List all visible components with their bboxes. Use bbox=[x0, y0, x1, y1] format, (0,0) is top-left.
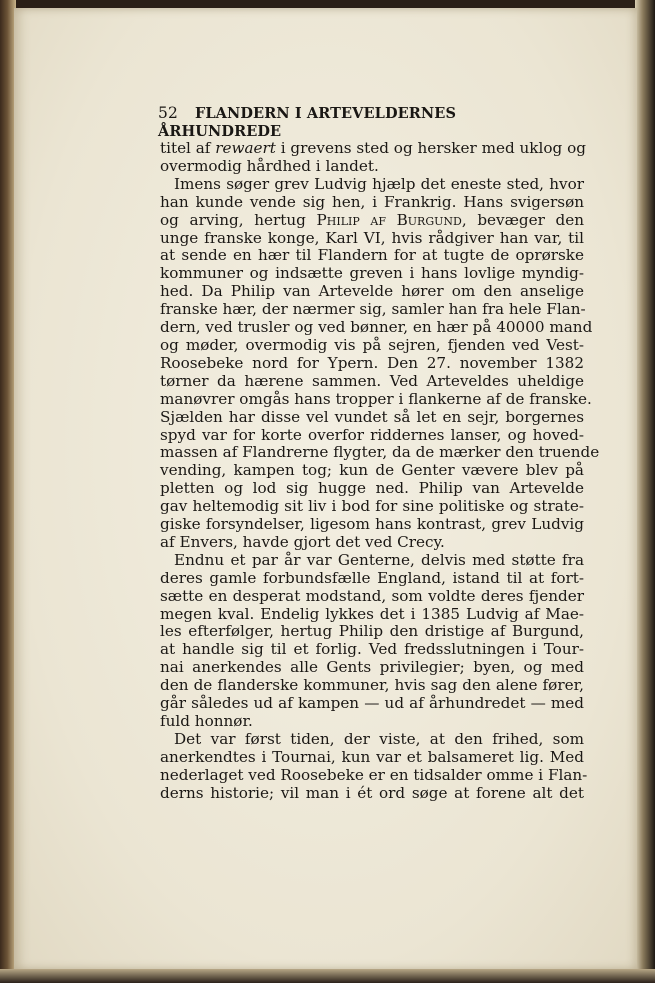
text-run: pletten og lod sig hugge ned. Philip van Artevelde bbox=[160, 479, 584, 498]
text-line bbox=[160, 749, 584, 767]
text-run: og møder, overmodig vis på sejren, fjenden ved Vest- bbox=[160, 335, 584, 354]
text-run: deres gamle forbundsfælle England, istand til at fort- bbox=[160, 568, 584, 587]
text-line bbox=[160, 212, 584, 230]
text-line bbox=[160, 409, 584, 427]
book-edge-right bbox=[635, 0, 655, 983]
text-run: at sende en hær til Flandern for at tugte de oprørske bbox=[160, 246, 584, 265]
text-line bbox=[160, 695, 584, 713]
text-run: tørner da hærene sammen. Ved Arteveldes uheldige bbox=[160, 371, 584, 390]
text-run: og arving, hertug bbox=[160, 210, 317, 229]
text-run: spyd var for korte overfor riddernes lanser, og hoved- bbox=[160, 425, 584, 444]
text-run: Endnu et par år var Genterne, delvis med støtte fra bbox=[174, 550, 584, 569]
small-caps-name: Philip af Burgund bbox=[316, 210, 462, 229]
text-line bbox=[160, 588, 584, 606]
text-run: megen kval. Endelig lykkes det i 1385 Ludvig af Mae- bbox=[160, 604, 584, 623]
text-line bbox=[160, 140, 584, 158]
text-run: manøvrer omgås hans tropper i flankerne af de franske. bbox=[160, 389, 592, 408]
text-run: Roosebeke nord for Ypern. Den 27. november 1382 bbox=[160, 353, 584, 372]
text-run: fuld honnør. bbox=[160, 712, 253, 730]
text-line bbox=[160, 677, 584, 695]
text-line bbox=[160, 765, 588, 785]
text-run: Det var først tiden, der viste, at den frihed, som bbox=[174, 729, 584, 748]
text-line bbox=[160, 552, 584, 570]
text-line bbox=[160, 301, 584, 319]
text-run: derns historie; vil man i ét ord søge at forene alt det bbox=[160, 783, 584, 802]
text-line bbox=[160, 785, 584, 803]
text-line bbox=[160, 731, 584, 749]
text-run: går således ud af kampen — ud af århundredet — med bbox=[160, 694, 584, 713]
text-line bbox=[160, 158, 584, 176]
text-run: , bevæger den bbox=[461, 210, 585, 229]
text-line bbox=[160, 194, 584, 212]
text-run: dern, ved trusler og ved bønner, en hær på 40000 mand bbox=[160, 318, 593, 337]
text-run: les efterfølger, hertug Philip den dristige af Burgund, bbox=[160, 622, 584, 641]
text-run: Imens søger grev Ludvig hjælp det eneste sted, hvor bbox=[174, 174, 584, 193]
page-number: 52 bbox=[158, 104, 178, 122]
text-line bbox=[160, 389, 592, 409]
text-line bbox=[160, 355, 584, 373]
text-line bbox=[160, 659, 584, 677]
text-run: nai anerkendes alle Gents privilegier; byen, og med bbox=[160, 658, 584, 677]
text-line bbox=[160, 480, 584, 498]
text-run: giske forsyndelser, ligesom hans kontrast, grev Ludvig bbox=[160, 515, 584, 534]
text-run: af Envers, havde gjort det ved Crecy. bbox=[160, 532, 445, 551]
text-run: hed. Da Philip van Artevelde hører om den anselige bbox=[160, 282, 584, 301]
text-run: vending, kampen tog; kun de Genter vævere blev på bbox=[160, 461, 584, 480]
text-run: Sjælden har disse vel vundet så let en sejr, borgernes bbox=[160, 407, 584, 426]
text-line bbox=[160, 265, 584, 283]
text-line bbox=[160, 462, 584, 480]
text-line bbox=[160, 570, 584, 588]
text-run: unge franske konge, Karl VI, hvis rådgiver han var, til bbox=[160, 228, 584, 247]
text-line bbox=[160, 427, 584, 445]
text-line bbox=[160, 176, 584, 194]
text-line bbox=[160, 713, 584, 731]
italic-term: rewaert bbox=[215, 139, 276, 157]
text-run: i grevens sted og hersker med uklog og bbox=[275, 139, 586, 157]
text-run: gav heltemodig sit liv i bod for sine politiske og strate- bbox=[160, 497, 584, 516]
text-run: han kunde vende sig hen, i Frankrig. Hans svigersøn bbox=[160, 192, 584, 211]
text-line bbox=[160, 337, 584, 355]
text-run: den de flanderske kommuner, hvis sag den alene fører, bbox=[160, 676, 584, 695]
book-edge-bottom bbox=[0, 969, 655, 983]
text-run: kommuner og indsætte greven i hans lovlige myndig- bbox=[160, 264, 584, 283]
text-run: franske hær, der nærmer sig, samler han fra hele Flan- bbox=[160, 300, 586, 319]
running-title: FLANDERN I ARTEVELDERNES ÅRHUNDREDE bbox=[158, 105, 457, 140]
text-line bbox=[160, 373, 584, 391]
body-text bbox=[160, 139, 600, 803]
text-run: overmodig hårdhed i landet. bbox=[160, 156, 379, 175]
text-line bbox=[160, 230, 584, 248]
text-line bbox=[160, 498, 584, 516]
text-line bbox=[160, 606, 584, 624]
text-line bbox=[160, 443, 600, 462]
text-line bbox=[160, 641, 584, 659]
text-run: massen af Flandrerne flygter, da de mærker den truende bbox=[160, 443, 600, 462]
text-line bbox=[160, 623, 584, 641]
text-run: titel af bbox=[160, 139, 216, 157]
text-line bbox=[160, 247, 584, 265]
text-run: at handle sig til et forlig. Ved fredsslutningen i Tour- bbox=[160, 640, 584, 659]
text-line bbox=[160, 283, 584, 301]
text-run: nederlaget ved Roosebeke er en tidsalder omme i Flan- bbox=[160, 765, 588, 784]
text-line bbox=[160, 516, 584, 534]
text-run: anerkendtes i Tournai, kun var et balsameret lig. Med bbox=[160, 747, 584, 766]
text-run: sætte en desperat modstand, som voldte deres fjender bbox=[160, 586, 584, 605]
text-line bbox=[160, 534, 584, 552]
running-header bbox=[158, 104, 558, 140]
text-line bbox=[160, 318, 593, 337]
